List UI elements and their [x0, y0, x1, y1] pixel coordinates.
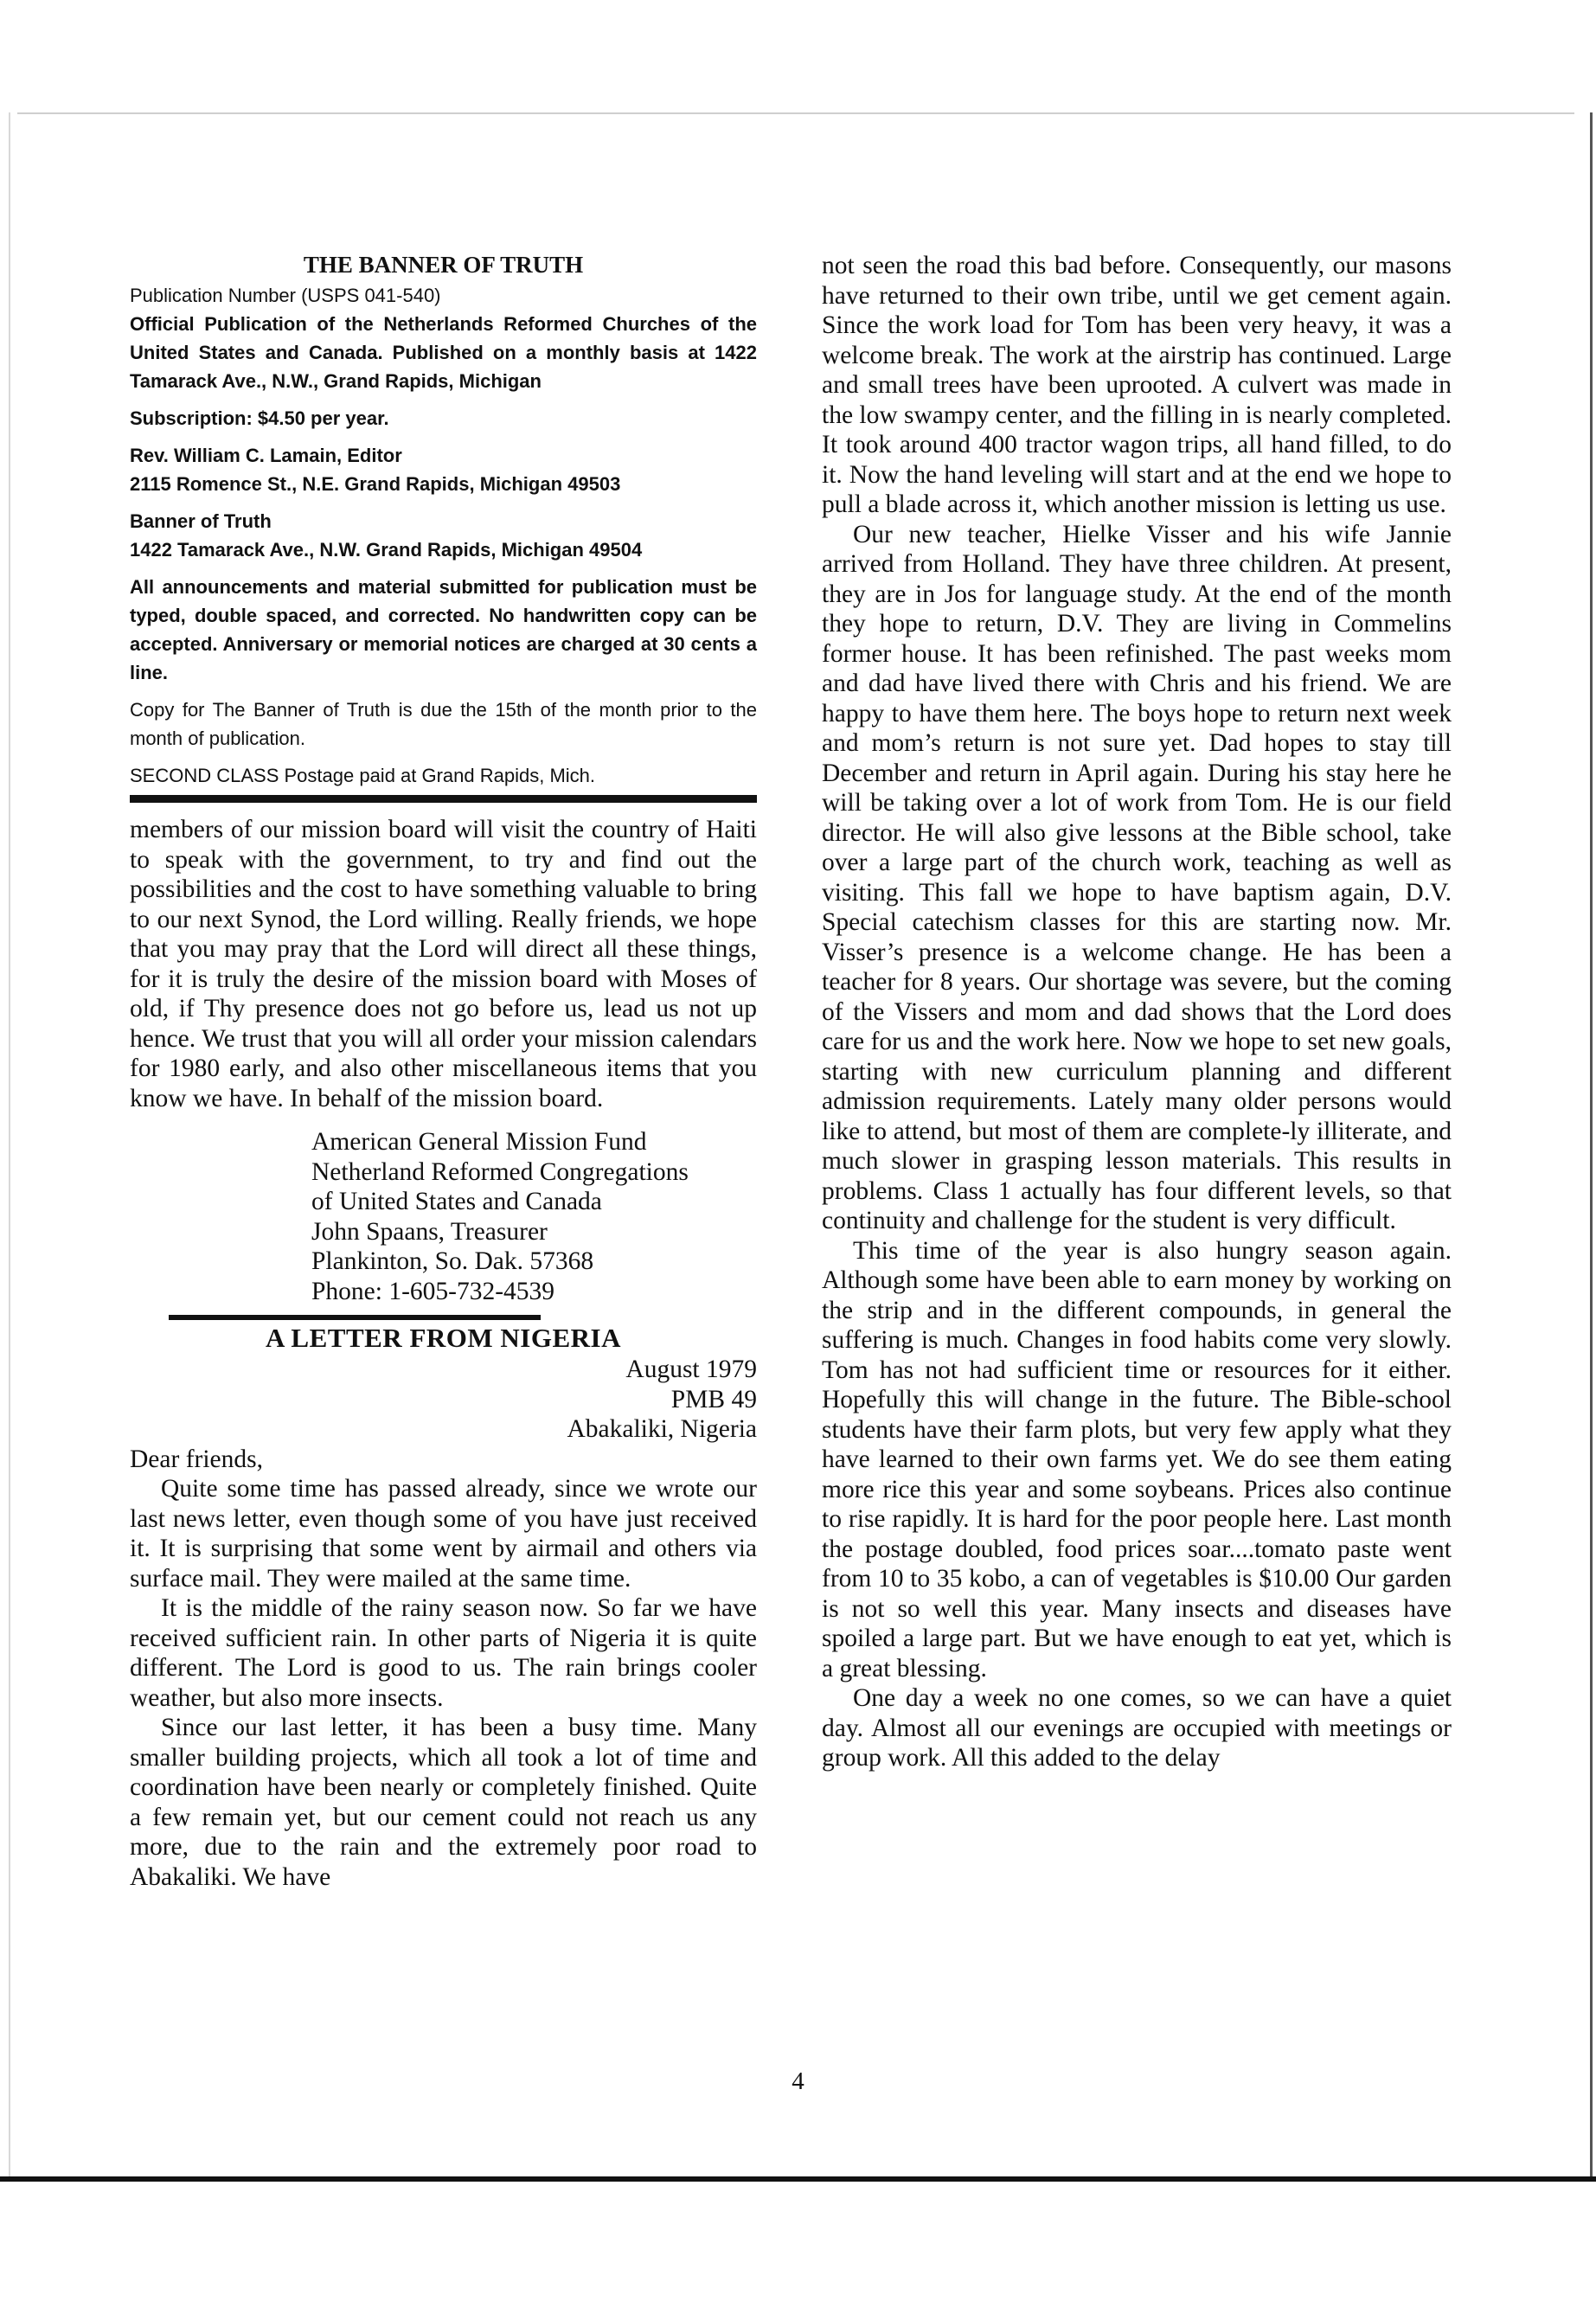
- scan-edge-bottom: [0, 2176, 1596, 2182]
- editor-name: Rev. William C. Lamain, Editor: [130, 445, 402, 466]
- right-column: [822, 251, 1452, 1773]
- letter-paragraph: Our new teacher, Hielke Visser and his wife Jannie arrived from Holland. They have three children. At present, they are in Jos for language study. At the end of the month they hope to return, D.V. They are living in Commelins former house. It has been refinished. The past weeks mom and dad have lived there with Chris and his friend. We are happy to have them here. The boys hope to return next week and mom’s return is not sure yet. Dad hopes to stay till December and return in April again. During his stay here he will be taking over a lot of work from Tom. He is our field director. He will also give lessons at the Bible school, take over a large part of the church work, teaching as well as visiting. This fall we hope to have baptism again, D.V. Special catechism classes for this are starting now. Mr. Visser’s presence is a welcome change. He has been a teacher for 8 years. Our shortage was severe, but the coming of the Vissers and mom and dad shows that the Lord does care for us and the work here. Now we hope to set new goals, starting with new curriculum planning and different admission requirements. Lately many older persons would like to attend, but most of them are complete-ly illiterate, and much slower in grasping lesson materials. This results in problems. Class 1 actually has four different levels, so that continuity and challenge for the student is very difficult.: [822, 520, 1452, 1234]
- letter-pmb: PMB 49: [670, 1385, 757, 1413]
- publication-number: Publication Number (USPS 041-540): [130, 285, 441, 306]
- letter-place: Abakaliki, Nigeria: [567, 1415, 757, 1443]
- subscription: Subscription: $4.50 per year.: [130, 407, 389, 429]
- signature-line: Plankinton, So. Dak. 57368: [311, 1247, 594, 1275]
- masthead: [130, 251, 757, 803]
- letter-date: August 1979: [625, 1356, 757, 1383]
- continuation-paragraph: members of our mission board will visit the country of Haiti to speak with the government, to try and find out the possibilities and the cost to have something valuable to bring to our next Synod, the Lord willing. Really friends, we hope that you may pray that the Lord will direct all these things, for it is truly the desire of the mission board with Moses of old, if Thy presence does not go before us, lead us not up hence. We trust that you will all order your mission calendars for 1980 early, and also other miscellaneous items that you know we have. In behalf of the mission board.: [130, 816, 757, 1112]
- signature-line: American General Mission Fund: [311, 1128, 647, 1156]
- left-body: [130, 815, 757, 1113]
- letter-paragraph: This time of the year is also hungry season again. Although some have been able to earn money by working on the strip and in the different compounds, in general the suffering is much. Changes in food habits come very slowly. Tom has not had sufficient time or resources for it either. Hopefully this will change in the future. The Bible-school students have their farm plots, but very few apply what they have learned to their own farms yet. We do see them eating more rice this year and some soybeans. Prices also continue to rise rapidly. It is hard for the poor people here. Last month the postage doubled, food prices soar....tomato paste went from 10 to 35 kobo, a can of vegetables is $10.00 Our garden is not so well this year. Many insects and diseases have spoiled a large part. But we have enough to eat yet, which is a great blessing.: [822, 1236, 1452, 1682]
- letter-paragraph: One day a week no one comes, so we can have a quiet day. Almost all our evenings are occupied with meetings or group work. All this added to the delay: [822, 1684, 1452, 1772]
- right-body: [822, 251, 1452, 1773]
- letter-heading: A LETTER FROM NIGERIA: [266, 1323, 621, 1353]
- signature-line: Netherland Reformed Congregations: [311, 1157, 689, 1186]
- office-address: 1422 Tamarack Ave., N.W. Grand Rapids, Michigan 49504: [130, 539, 643, 561]
- page-number: 4: [792, 2067, 804, 2095]
- left-column: [130, 251, 757, 1892]
- masthead-rule: [130, 795, 757, 803]
- scan-edge-right: [1590, 112, 1593, 2180]
- postage-notice: SECOND CLASS Postage paid at Grand Rapids, Mich.: [130, 765, 596, 786]
- masthead-title: THE BANNER OF TRUTH: [303, 252, 584, 278]
- signature-line: of United States and Canada: [311, 1188, 602, 1215]
- letter-paragraph: Since our last letter, it has been a busy time. Many smaller building projects, which all took a lot of time and coordination have been nearly or completely finished. Quite a few remain yet, but our cement could not reach us any more, due to the rain and the extremely poor road to Abakaliki. We have: [130, 1714, 757, 1891]
- announcements-notice: All announcements and material submitted for publication must be typed, double spaced, and corrected. No handwritten copy can be accepted. Anniversary or memorial notices are charged at 30 cents a line.: [130, 576, 757, 683]
- heading-rule: [169, 1315, 541, 1320]
- letter-body: [130, 1445, 757, 1893]
- letter-paragraph: It is the middle of the rainy season now. So far we have received sufficient rain. In other parts of Nigeria it is quite different. The Lord is good to us. The rain brings cooler weather, but also more insects.: [130, 1594, 757, 1712]
- office-name: Banner of Truth: [130, 510, 272, 532]
- letter-paragraph: not seen the road this bad before. Consequently, our masons have returned to their own tribe, until we get cement again. Since the work load for Tom has been very heavy, it was a welcome break. The work at the airstrip has continued. Large and small trees have been uprooted. A culvert was made in the low swampy center, and the filling in is nearly completed. It took around 400 tractor wagon trips, all hand filled, to do it. Now the hand leveling will start and at the end we hope to pull a blade across it, which another mission is letting us use.: [822, 252, 1452, 518]
- copy-due-notice: Copy for The Banner of Truth is due the 15th of the month prior to the month of publication.: [130, 699, 757, 749]
- signature-line: John Spaans, Treasurer: [311, 1217, 548, 1246]
- scan-edge-left: [9, 112, 10, 2180]
- official-publication: Official Publication of the Netherlands Reformed Churches of the United States and Canada. Published on a monthly basis at 1422 Tamarack Ave., N.W., Grand Rapids, Michigan: [130, 313, 757, 392]
- signature-block: [311, 1127, 757, 1306]
- letter-paragraph: Quite some time has passed already, since we wrote our last news letter, even though some of you have just received it. It is surprising that some went by airmail and others via surface mail. They were mailed at the same time.: [130, 1475, 757, 1593]
- salutation: Dear friends,: [130, 1445, 263, 1473]
- editor-address: 2115 Romence St., N.E. Grand Rapids, Michigan 49503: [130, 473, 621, 495]
- signature-line: Phone: 1-605-732-4539: [311, 1277, 555, 1305]
- scan-edge-top: [17, 112, 1574, 114]
